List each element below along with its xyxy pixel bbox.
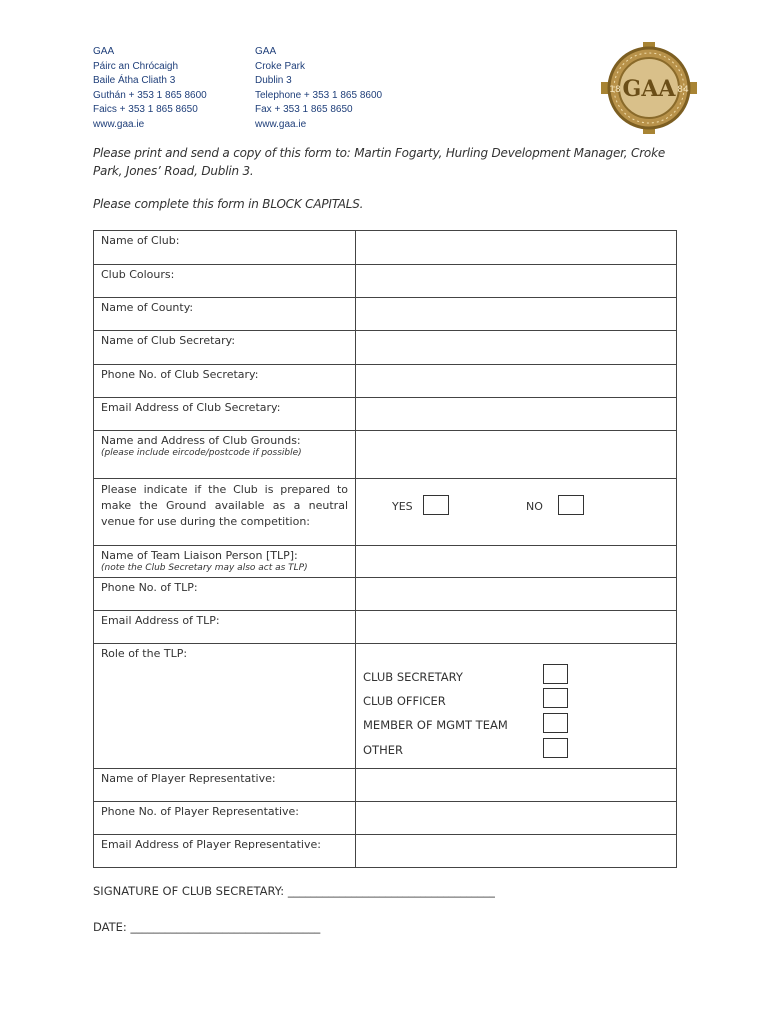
secretary-email-label: Email Address of Club Secretary: xyxy=(94,398,356,431)
header-english-address xyxy=(255,45,382,133)
club-colours-label: Club Colours: xyxy=(94,265,356,298)
role-club-secretary-checkbox[interactable] xyxy=(543,664,568,684)
block-capitals-instruction: Please complete this form in BLOCK CAPITALS. xyxy=(93,197,364,211)
header-line: www.gaa.ie xyxy=(255,118,307,130)
club-colours-field[interactable] xyxy=(356,265,677,298)
player-rep-name-label: Name of Player Representative: xyxy=(94,769,356,802)
tlp-note: (note the Club Secretary may also act as TLP) xyxy=(101,563,308,573)
header-line: Croke Park xyxy=(255,60,306,72)
role-other-checkbox[interactable] xyxy=(543,738,568,758)
county-name-field[interactable] xyxy=(356,298,677,331)
signature-line[interactable]: SIGNATURE OF CLUB SECRETARY: ____________________________________ xyxy=(93,884,495,898)
role-mgmt-team-label: MEMBER OF MGMT TEAM xyxy=(363,718,508,732)
tlp-name-label: Name of Team Liaison Person [TLP]: xyxy=(101,549,298,562)
logo-year-left: 18 xyxy=(609,85,621,95)
secretary-email-field[interactable] xyxy=(356,398,677,431)
secretary-phone-field[interactable] xyxy=(356,365,677,398)
gaa-crest-logo xyxy=(601,42,697,134)
player-rep-email-label: Email Address of Player Representative: xyxy=(94,835,356,868)
player-rep-name-field[interactable] xyxy=(356,769,677,802)
logo-year-right: 84 xyxy=(677,85,689,95)
player-rep-phone-field[interactable] xyxy=(356,802,677,835)
header-line: Baile Átha Cliath 3 xyxy=(93,75,176,87)
role-mgmt-team-checkbox[interactable] xyxy=(543,713,568,733)
role-club-secretary-label: CLUB SECRETARY xyxy=(363,670,463,684)
club-name-field[interactable] xyxy=(356,231,677,265)
header-line: Telephone + 353 1 865 8600 xyxy=(255,89,383,101)
tlp-phone-field[interactable] xyxy=(356,578,677,611)
yes-checkbox[interactable] xyxy=(423,495,449,515)
role-other-label: OTHER xyxy=(363,743,403,757)
grounds-field[interactable] xyxy=(356,431,677,479)
secretary-name-field[interactable] xyxy=(356,331,677,365)
role-club-officer-label: CLUB OFFICER xyxy=(363,694,446,708)
grounds-note: (please include eircode/postcode if possible) xyxy=(101,448,302,458)
neutral-venue-label: Please indicate if the Club is prepared to make the Ground available as a neutral venue for use during the competition: xyxy=(94,479,356,546)
header-line: Páirc an Chrócaigh xyxy=(93,60,179,72)
header-line: Dublin 3 xyxy=(255,75,292,87)
role-club-officer-checkbox[interactable] xyxy=(543,688,568,708)
grounds-label-cell xyxy=(94,431,356,479)
header-line: GAA xyxy=(255,46,277,57)
header-line: GAA xyxy=(93,46,115,57)
tlp-name-field[interactable] xyxy=(356,546,677,578)
player-rep-email-field[interactable] xyxy=(356,835,677,868)
logo-text: GAA xyxy=(622,76,676,102)
no-checkbox[interactable] xyxy=(558,495,584,515)
header-line: Faics + 353 1 865 8650 xyxy=(93,104,198,116)
tlp-email-label: Email Address of TLP: xyxy=(94,611,356,644)
header-line: Guthán + 353 1 865 8600 xyxy=(93,89,207,101)
yes-label: YES xyxy=(392,500,413,513)
secretary-name-label: Name of Club Secretary: xyxy=(94,331,356,365)
secretary-phone-label: Phone No. of Club Secretary: xyxy=(94,365,356,398)
send-instructions: Please print and send a copy of this form to: Martin Fogarty, Hurling Development Manager, Croke Park, Jones’ Road, Dublin 3. xyxy=(93,146,665,178)
player-rep-phone-label: Phone No. of Player Representative: xyxy=(94,802,356,835)
grounds-label: Name and Address of Club Grounds: xyxy=(101,434,301,447)
neutral-venue-cell xyxy=(356,479,677,546)
tlp-phone-label: Phone No. of TLP: xyxy=(94,578,356,611)
club-name-label: Name of Club: xyxy=(94,231,356,265)
date-line[interactable]: DATE: _________________________________ xyxy=(93,920,321,934)
header-irish-address xyxy=(93,45,207,133)
tlp-role-label: Role of the TLP: xyxy=(94,644,356,769)
header-line: Fax + 353 1 865 8650 xyxy=(255,104,353,116)
tlp-name-label-cell xyxy=(94,546,356,578)
tlp-email-field[interactable] xyxy=(356,611,677,644)
tlp-role-cell xyxy=(356,644,677,769)
club-registration-form xyxy=(93,230,677,868)
header-line: www.gaa.ie xyxy=(93,118,145,130)
no-label: NO xyxy=(526,500,543,513)
county-name-label: Name of County: xyxy=(94,298,356,331)
